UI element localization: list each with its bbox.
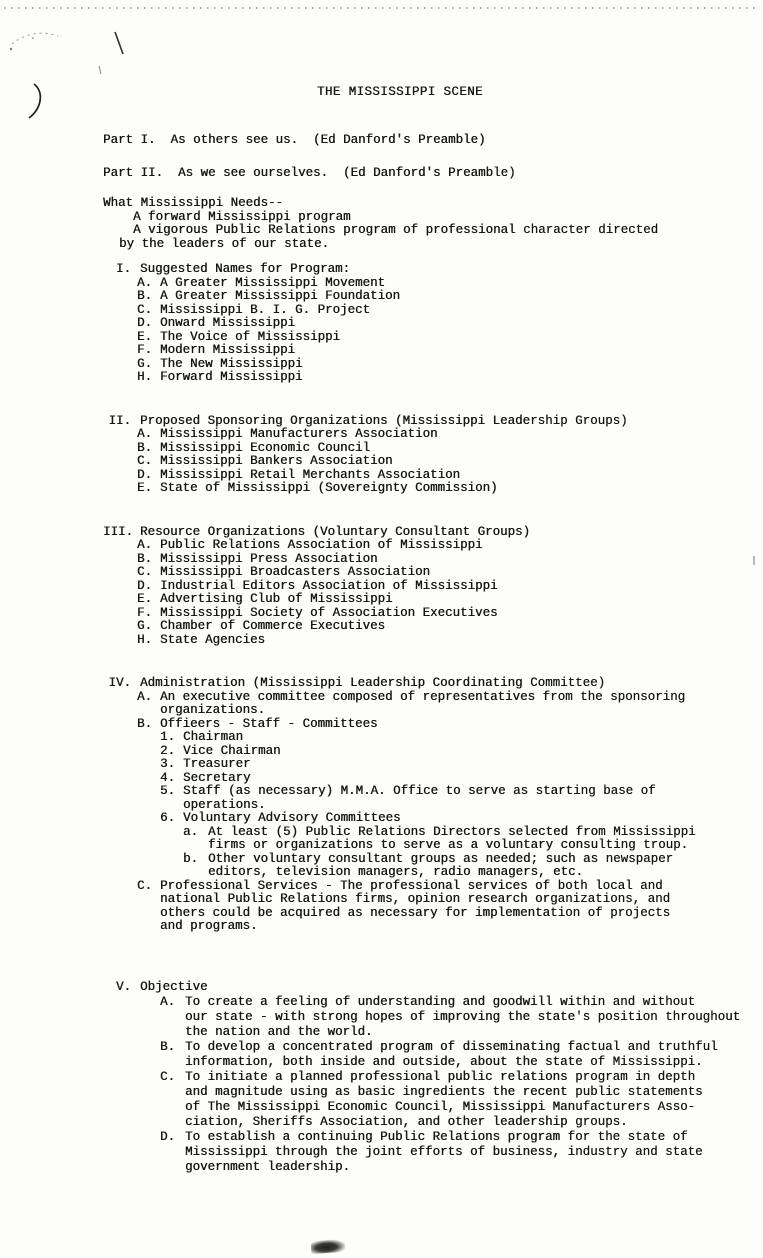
outline-item-line [137, 620, 753, 634]
section-heading-row [103, 526, 753, 540]
item-text: Mississippi Bankers Association [160, 454, 393, 468]
section-numeral: IV. [108, 676, 131, 690]
outline-item-line [137, 344, 753, 358]
outline-item-line [160, 1055, 753, 1070]
item-label [137, 920, 160, 934]
outline-item-line [160, 731, 753, 745]
item-text: ciation, Sheriffs Association, and other leadership groups. [185, 1114, 628, 1129]
item-text: An executive committee composed of representatives from the sponsoring [160, 689, 686, 704]
outline-item-line [137, 566, 753, 580]
item-label [183, 866, 208, 880]
item-label [137, 704, 160, 718]
item-label: E. [137, 329, 153, 344]
outline-item-line [137, 634, 753, 648]
item-text: Other voluntary consultant groups as needed; such as newspaper [208, 851, 674, 866]
outline-item-line [137, 893, 753, 907]
outline-item-line [137, 304, 753, 318]
outline-item-line [137, 880, 753, 894]
item-label: C. [137, 302, 153, 317]
outline-item-line [160, 745, 753, 759]
outline-item-line [160, 1040, 753, 1055]
item-label: 5. [160, 784, 176, 798]
item-label: B. [137, 289, 153, 303]
item-label: 6. [160, 811, 176, 825]
item-text: operations. [183, 797, 266, 812]
outline-item-line [160, 799, 753, 813]
item-label: G. [137, 619, 153, 633]
outline-section [103, 980, 753, 1175]
needs-line: by the leaders of our state. [119, 236, 330, 251]
item-text: Secretary [183, 770, 251, 785]
document-title: THE MISSISSIPPI SCENE [317, 85, 483, 99]
outline-item-line [160, 812, 753, 826]
item-label: A. [137, 275, 153, 290]
item-text: A Greater Mississippi Foundation [160, 289, 401, 303]
outline-item-line [160, 772, 753, 786]
pen-slash-mark [115, 32, 123, 54]
outline-item-line [160, 758, 753, 772]
outline-item-line [137, 317, 753, 331]
item-text: Staff (as necessary) M.M.A. Office to serve as starting base of [183, 784, 656, 798]
item-label: C. [137, 878, 153, 893]
outline-item-line [137, 691, 753, 705]
item-label: B. [137, 440, 153, 455]
stray-mark [753, 556, 755, 565]
item-text: information, both inside and outside, about the state of Mississippi. [185, 1054, 703, 1069]
item-text: Offieers - Staff - Committees [160, 716, 378, 731]
item-text: our state - with strong hopes of improving the state's position throughout [185, 1009, 741, 1024]
item-text: Treasurer [183, 757, 251, 771]
outline-item-line [160, 1025, 753, 1040]
outline-item-line [137, 442, 753, 456]
item-label: G. [137, 356, 153, 371]
item-text: and programs. [160, 919, 258, 933]
item-label [160, 1145, 185, 1160]
item-text: The New Mississippi [160, 356, 303, 371]
outline-item-line [183, 866, 753, 880]
outline-section [103, 263, 753, 385]
item-text: A Greater Mississippi Movement [160, 275, 386, 290]
outline-item-line [137, 455, 753, 469]
item-text: To establish a continuing Public Relations program for the state of [185, 1129, 688, 1144]
section-heading-row [103, 980, 753, 995]
outline-item-line [137, 539, 753, 553]
item-label: a. [183, 824, 199, 839]
pen-paren-mark [29, 84, 40, 118]
item-label: D. [137, 316, 153, 330]
item-text: Mississippi Broadcasters Association [160, 565, 431, 579]
pen-scribble-marks [2, 22, 162, 132]
item-text: Mississippi Society of Association Executives [160, 605, 498, 620]
outline-item-line [183, 839, 753, 853]
item-label: F. [137, 605, 153, 620]
item-label: C. [137, 565, 153, 579]
item-label [160, 1055, 185, 1070]
item-text: At least (5) Public Relations Directors selected from Mississippi [208, 824, 696, 839]
section-heading: Administration (Mississippi Leadership Coordinating Committee) [140, 676, 606, 690]
item-label: 3. [160, 757, 176, 771]
outline-item-line [137, 277, 753, 291]
item-label: B. [137, 716, 153, 731]
outline-item-line [137, 580, 753, 594]
item-text: Mississippi Manufacturers Association [160, 427, 438, 441]
item-text: Voluntary Advisory Committees [183, 811, 401, 825]
outline-item-line [137, 718, 753, 732]
ink-smudge [311, 1239, 346, 1254]
outline-item-line [160, 1085, 753, 1100]
outline-item-line [160, 1100, 753, 1115]
section-heading: Proposed Sponsoring Organizations (Mississippi Leadership Groups) [140, 413, 628, 428]
item-text: To create a feeling of understanding and goodwill within and without [185, 994, 696, 1009]
item-label [137, 907, 160, 921]
outline-item-line [183, 826, 753, 840]
item-text: The Voice of Mississippi [160, 329, 341, 344]
pen-tick-mark [99, 66, 101, 74]
item-text: Modern Mississippi [160, 343, 296, 357]
item-label [160, 1160, 185, 1175]
item-label: F. [137, 343, 153, 357]
outline-sections [103, 263, 753, 1175]
item-label [160, 1100, 185, 1115]
outline-item-line [137, 553, 753, 567]
section-numeral: III. [103, 524, 134, 539]
item-text: editors, television managers, radio managers, etc. [208, 865, 584, 879]
item-text: of The Mississippi Economic Council, Mississippi Manufacturers Asso- [185, 1099, 696, 1114]
item-text: State of Mississippi (Sovereignty Commission) [160, 481, 498, 495]
outline-item-line [137, 907, 753, 921]
item-text: Public Relations Association of Mississippi [160, 538, 483, 552]
item-text: Mississippi B. I. G. Project [160, 302, 371, 317]
item-label: E. [137, 481, 153, 495]
outline-item-line [137, 331, 753, 345]
item-label: E. [137, 592, 153, 606]
item-text: Professional Services - The professional services of both local and [160, 878, 663, 893]
needs-heading: What Mississippi Needs-- [103, 196, 284, 210]
item-label: D. [137, 467, 153, 482]
item-label: 1. [160, 730, 176, 744]
item-label: 2. [160, 743, 176, 758]
item-label: C. [137, 454, 153, 468]
item-text: Mississippi Economic Council [160, 440, 371, 455]
item-text: Mississippi Retail Merchants Association [160, 467, 461, 482]
item-label [160, 1085, 185, 1100]
item-text: Advertising Club of Mississippi [160, 592, 393, 606]
item-text: Mississippi through the joint efforts of business, industry and state [185, 1144, 703, 1159]
outline-item-line [137, 290, 753, 304]
item-text: government leadership. [185, 1159, 351, 1174]
item-text: Chairman [183, 730, 244, 744]
section-numeral: V. [115, 979, 131, 994]
item-text: and magnitude using as basic ingredients the recent public statements [185, 1084, 703, 1099]
item-label: B. [137, 551, 153, 566]
item-label: b. [183, 851, 199, 866]
outline-item-line [160, 1115, 753, 1130]
item-text: Chamber of Commerce Executives [160, 619, 386, 633]
outline-item-line [160, 1145, 753, 1160]
item-text: State Agencies [160, 632, 266, 647]
section-heading: Resource Organizations (Voluntary Consultant Groups) [140, 524, 531, 539]
outline-section [103, 526, 753, 648]
outline-section [103, 677, 753, 934]
outline-item-line [183, 853, 753, 867]
item-text: firms or organizations to serve as a voluntary consulting troup. [208, 838, 689, 852]
pen-dot [10, 48, 12, 50]
needs-line: A forward Mississippi program [133, 209, 351, 224]
part-one-line: Part I. As others see us. (Ed Danford's Preamble) [103, 133, 486, 147]
outline-item-line [137, 358, 753, 372]
item-label: A. [137, 427, 153, 441]
pen-dot [32, 37, 34, 39]
item-text: Mississippi Press Association [160, 551, 378, 566]
needs-block [103, 197, 753, 251]
item-text: others could be acquired as necessary for implementation of projects [160, 905, 671, 920]
item-text: national Public Relations firms, opinion research organizations, and [160, 892, 671, 906]
outline-item-line [160, 1070, 753, 1085]
needs-line: A vigorous Public Relations program of professional character directed [133, 223, 659, 237]
pen-curve-mark [12, 33, 58, 44]
outline-item-line [160, 785, 753, 799]
outline-item-line [137, 920, 753, 934]
outline-item-line [160, 1130, 753, 1145]
outline-item-line [137, 593, 753, 607]
perforation-dotted-line [4, 7, 759, 9]
item-label [160, 1010, 185, 1025]
item-label: H. [137, 370, 153, 384]
section-heading: Suggested Names for Program: [140, 262, 351, 276]
outline-item-line [137, 428, 753, 442]
item-label [137, 893, 160, 907]
item-text: the nation and the world. [185, 1024, 373, 1039]
section-numeral: I. [115, 262, 131, 276]
item-label: D. [137, 578, 153, 593]
section-numeral: II. [108, 413, 131, 428]
item-label: A. [137, 538, 153, 552]
item-text: organizations. [160, 703, 266, 717]
outline-item-line [137, 704, 753, 718]
item-text: Forward Mississippi [160, 370, 303, 384]
item-label [160, 799, 183, 813]
section-heading-row [103, 677, 753, 691]
item-label [160, 1115, 185, 1130]
item-text: Industrial Editors Association of Mississippi [160, 578, 498, 593]
outline-item-line [137, 469, 753, 483]
outline-item-line [160, 1010, 753, 1025]
item-label [183, 839, 208, 853]
item-text: To initiate a planned professional public relations program in depth [185, 1069, 696, 1084]
item-text: Onward Mississippi [160, 316, 296, 330]
outline-section [103, 415, 753, 496]
item-label: A. [160, 994, 176, 1009]
outline-item-line [137, 371, 753, 385]
outline-item-line [160, 1160, 753, 1175]
part-two-line: Part II. As we see ourselves. (Ed Danford's Preamble) [103, 165, 516, 180]
item-label [160, 1025, 185, 1040]
item-label: H. [137, 632, 153, 647]
outline-item-line [137, 482, 753, 496]
item-label: A. [137, 689, 153, 704]
document-body [103, 134, 753, 1175]
outline-item-line [137, 607, 753, 621]
item-label: D. [160, 1129, 176, 1144]
item-label: 4. [160, 770, 176, 785]
item-label: B. [160, 1039, 176, 1054]
section-heading: Objective [140, 979, 208, 994]
item-text: To develop a concentrated program of disseminating factual and truthful [185, 1039, 718, 1054]
item-text: Vice Chairman [183, 743, 281, 758]
section-heading-row [103, 263, 753, 277]
section-heading-row [103, 415, 753, 429]
item-label: C. [160, 1069, 176, 1084]
outline-item-line [160, 995, 753, 1010]
